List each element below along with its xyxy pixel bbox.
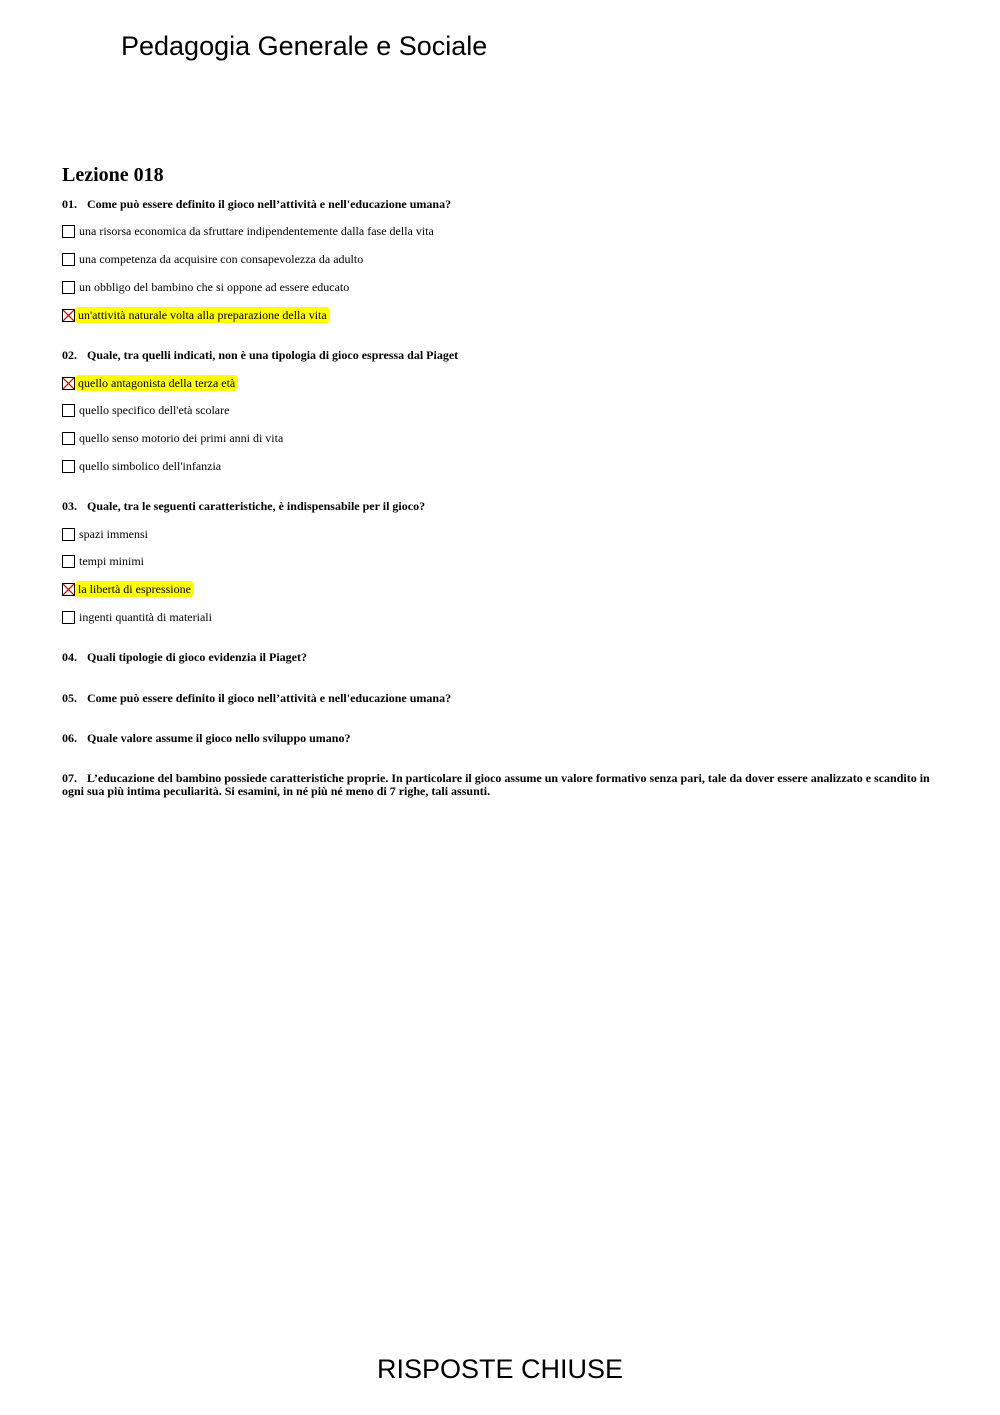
checkbox-icon[interactable] [62,253,75,266]
question-number: 05. [62,691,77,705]
lesson-title: Lezione 018 [62,164,164,186]
answer-option-correct[interactable] [62,375,238,391]
checked-checkbox-icon[interactable] [62,583,75,596]
option-text: tempi minimi [79,554,144,568]
question-05 [62,692,932,705]
question-number: 04. [62,650,77,664]
option-text: una competenza da acquisire con consapevolezza da adulto [79,252,364,266]
checkbox-icon[interactable] [62,281,75,294]
answer-option[interactable] [62,402,232,418]
question-text: Quale, tra le seguenti caratteristiche, è indispensabile per il gioco? [87,499,426,513]
option-text: ingenti quantità di materiali [79,610,212,624]
question-number: 02. [62,348,77,362]
question-number: 03. [62,499,77,513]
checkbox-icon[interactable] [62,225,75,238]
question-number: 06. [62,731,77,745]
option-text: quello specifico dell'età scolare [79,403,230,417]
question-text: Come può essere definito il gioco nell’attività e nell'educazione umana? [87,197,452,211]
answer-option[interactable] [62,279,352,295]
answer-option[interactable] [62,526,151,542]
question-number: 01. [62,197,77,211]
option-text: quello antagonista della terza età [75,375,238,391]
checkbox-icon[interactable] [62,611,75,624]
question-number: 07. [62,771,77,785]
checkbox-icon[interactable] [62,528,75,541]
option-text: un obbligo del bambino che si oppone ad essere educato [79,280,350,294]
checked-checkbox-icon[interactable] [62,309,75,322]
question-04 [62,651,932,664]
question-02 [62,349,932,362]
option-text: quello senso motorio dei primi anni di vita [79,431,284,445]
question-text: Quali tipologie di gioco evidenzia il Piaget? [87,650,307,664]
option-text: una risorsa economica da sfruttare indipendentemente dalla fase della vita [79,224,434,238]
checkbox-icon[interactable] [62,404,75,417]
footer-label: RISPOSTE CHIUSE [376,1354,624,1384]
question-text: Quale valore assume il gioco nello sviluppo umano? [87,731,351,745]
option-text: spazi immensi [79,527,148,541]
question-06 [62,732,932,745]
answer-option[interactable] [62,251,366,267]
question-text: Quale, tra quelli indicati, non è una tipologia di gioco espressa dal Piaget [87,348,459,362]
answer-option[interactable] [62,458,224,474]
option-text: un'attività naturale volta alla preparazione della vita [75,307,330,323]
question-text: Come può essere definito il gioco nell’attività e nell'educazione umana? [87,691,452,705]
question-01 [62,198,932,211]
checkbox-icon[interactable] [62,432,75,445]
answer-option[interactable] [62,430,286,446]
answer-option[interactable] [62,223,437,239]
answer-option[interactable] [62,609,215,625]
answer-option-correct[interactable] [62,307,330,323]
question-07 [62,772,932,798]
option-text: la libertà di espressione [75,581,194,597]
answer-option-correct[interactable] [62,581,194,597]
checkbox-icon[interactable] [62,460,75,473]
answer-option[interactable] [62,553,147,569]
checked-checkbox-icon[interactable] [62,377,75,390]
question-03 [62,500,932,513]
course-title: Pedagogia Generale e Sociale [121,31,488,61]
question-text: L’educazione del bambino possiede caratteristiche proprie. In particolare il gioco assume un valore formativo senza pari, tale da dover essere analizzato e scandito in ogni sua più intima peculiarità. Si esamini, in né più né meno di 7 righe, tali assunti. [62,771,930,798]
checkbox-icon[interactable] [62,555,75,568]
option-text: quello simbolico dell'infanzia [79,459,222,473]
